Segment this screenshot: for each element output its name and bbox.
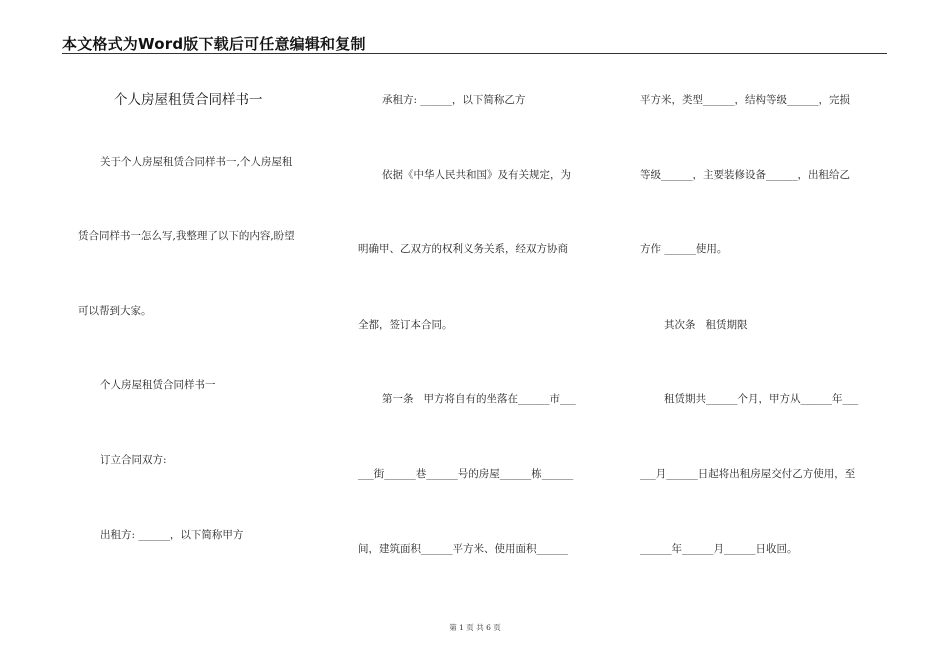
paragraph-line: 平方米，类型______，结构等级______，完损	[640, 94, 850, 106]
paragraph-line: 承租方: ______，以下简称乙方	[382, 94, 526, 106]
paragraph-line: 等级______，主要装修设备______，出租给乙	[640, 169, 850, 181]
paragraph-line: 方作 ______使用。	[640, 243, 728, 255]
paragraph-line: 关于个人房屋租赁合同样书一,个人房屋租	[100, 156, 293, 168]
paragraph-line: ___月______日起将出租房屋交付乙方使用，至	[640, 468, 856, 480]
clause-heading: 其次条 租赁期限	[664, 319, 748, 331]
paragraph-line: ______年______月______日收回。	[640, 543, 798, 555]
document-title: 个人房屋租赁合同样书一	[114, 92, 263, 108]
paragraph-line: ___街______巷______号的房屋______栋______	[358, 468, 574, 480]
paragraph-line: 订立合同双方:	[100, 454, 167, 466]
paragraph-line: 可以帮到大家。	[78, 305, 152, 317]
page-number: 第 1 页 共 6 页	[449, 623, 501, 632]
paragraph-line: 明确甲、乙双方的权利义务关系，经双方协商	[358, 243, 568, 255]
paragraph-line: 全都，签订本合同。	[358, 319, 453, 331]
section-heading: 个人房屋租赁合同样书一	[100, 379, 216, 391]
paragraph-line: 依据《中华人民共和国》及有关规定，为	[382, 169, 571, 181]
document-header: 本文格式为Word版下载后可任意编辑和复制	[62, 35, 366, 53]
paragraph-line: 赁合同样书一怎么写,我整理了以下的内容,盼望	[78, 230, 295, 242]
clause-line: 第一条 甲方将自有的坐落在______市___	[382, 393, 576, 405]
header-divider	[62, 53, 887, 54]
paragraph-line: 出租方: ______，以下简称甲方	[100, 529, 244, 541]
paragraph-line: 间，建筑面积______平方米、使用面积______	[358, 543, 568, 555]
paragraph-line: 租赁期共______个月，甲方从______年___	[664, 393, 859, 405]
